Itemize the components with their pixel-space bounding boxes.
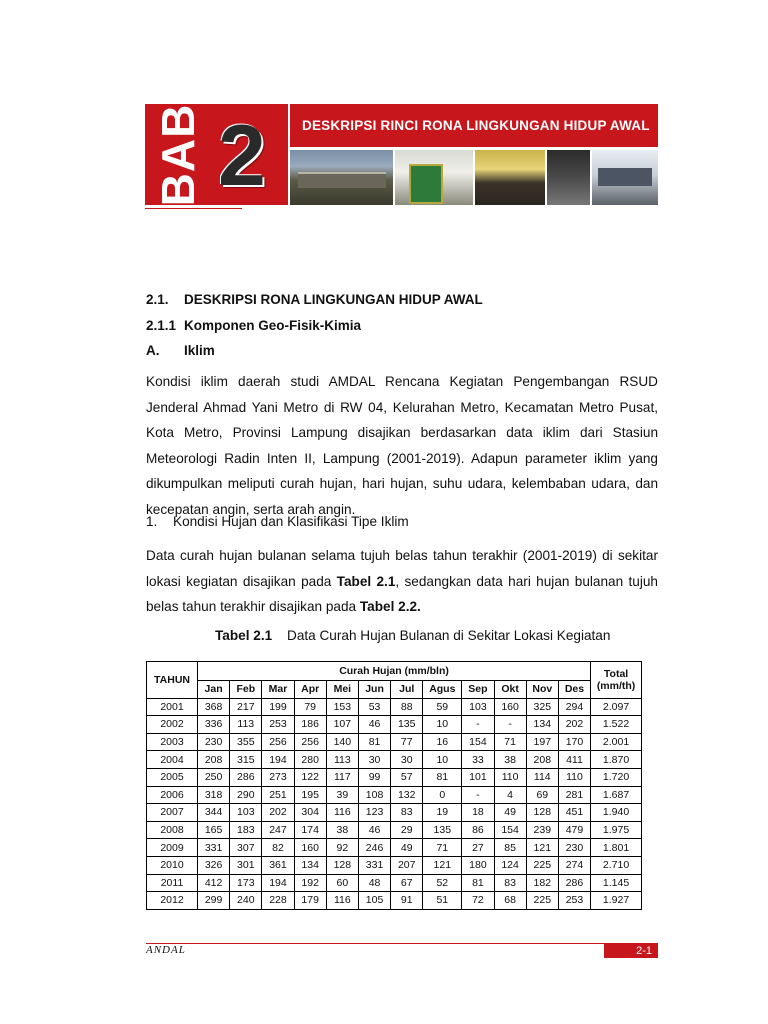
rainfall-cell: 68 [494, 892, 526, 910]
rainfall-cell: 86 [462, 821, 494, 839]
rainfall-cell: 154 [494, 821, 526, 839]
rainfall-cell: 225 [526, 892, 558, 910]
rainfall-cell: 325 [526, 698, 558, 716]
rainfall-cell: 135 [391, 716, 423, 734]
rainfall-cell: 38 [326, 821, 358, 839]
rainfall-cell: 183 [230, 821, 262, 839]
rainfall-cell: 225 [526, 856, 558, 874]
rainfall-cell: 53 [358, 698, 390, 716]
rainfall-cell: 253 [262, 716, 294, 734]
rainfall-cell: 10 [423, 751, 462, 769]
rainfall-cell: 315 [230, 751, 262, 769]
rainfall-cell: 30 [391, 751, 423, 769]
month-header-cell: Agus [423, 681, 462, 699]
rainfall-cell: 160 [494, 698, 526, 716]
table-reference-2-1: Tabel 2.1 [336, 573, 396, 589]
rainfall-cell: 336 [198, 716, 230, 734]
rainfall-cell: 123 [358, 804, 390, 822]
rainfall-cell: 228 [262, 892, 294, 910]
footer-doc-name: ANDAL [146, 944, 186, 956]
heading-2-1-1-title: Komponen Geo-Fisik-Kimia [184, 318, 362, 333]
chapter-title-bar [290, 104, 658, 147]
rainfall-cell: 208 [198, 751, 230, 769]
rainfall-cell: 281 [558, 786, 590, 804]
year-cell: 2006 [147, 786, 198, 804]
rainfall-group-header: Curah Hujan (mm/bln) [198, 662, 591, 681]
month-header-cell: Des [558, 681, 590, 699]
rainfall-cell: 412 [198, 874, 230, 892]
rainfall-cell: 256 [294, 733, 326, 751]
table-caption-label: Tabel 2.1 [215, 628, 273, 643]
rainfall-cell: 39 [326, 786, 358, 804]
rainfall-cell: 103 [230, 804, 262, 822]
rainfall-cell: 0 [423, 786, 462, 804]
rainfall-cell: 250 [198, 768, 230, 786]
paragraph-rainfall-text-2: , sedangkan data hari hujan bulanan tujuh belas tahun terakhir disajikan pada [146, 573, 658, 614]
table-row [147, 751, 642, 769]
rainfall-cell: 81 [423, 768, 462, 786]
rainfall-cell: 81 [358, 733, 390, 751]
rainfall-cell: 110 [558, 768, 590, 786]
rainfall-cell: 46 [358, 821, 390, 839]
month-header-cell: Apr [294, 681, 326, 699]
rainfall-cell: 153 [326, 698, 358, 716]
chapter-number: 2 [218, 108, 266, 204]
rainfall-cell: 27 [462, 839, 494, 857]
month-header-cell: Jul [391, 681, 423, 699]
total-cell: 1.687 [591, 786, 642, 804]
rainfall-cell: 99 [358, 768, 390, 786]
rainfall-cell: 82 [262, 839, 294, 857]
chapter-word [148, 103, 208, 207]
rainfall-cell: 194 [262, 751, 294, 769]
table-row [147, 786, 642, 804]
chapter-word-text: BAB [152, 103, 204, 207]
rainfall-cell: 239 [526, 821, 558, 839]
list-item-1-text: Kondisi Hujan dan Klasifikasi Tipe Iklim [173, 514, 409, 529]
rainfall-cell: 128 [526, 804, 558, 822]
list-item-1-number: 1. [146, 514, 158, 529]
rainfall-cell: 170 [558, 733, 590, 751]
rainfall-cell: 134 [294, 856, 326, 874]
hospital-photo-2 [395, 150, 473, 205]
rainfall-cell: 122 [294, 768, 326, 786]
year-cell: 2009 [147, 839, 198, 857]
rainfall-cell: 10 [423, 716, 462, 734]
table-row [147, 698, 642, 716]
rainfall-cell: 67 [391, 874, 423, 892]
total-cell: 1.870 [591, 751, 642, 769]
rainfall-cell: 135 [423, 821, 462, 839]
rainfall-cell: 197 [526, 733, 558, 751]
rainfall-cell: 92 [326, 839, 358, 857]
rainfall-cell: 110 [494, 768, 526, 786]
total-cell: 1.940 [591, 804, 642, 822]
total-header-line-2: (mm/th) [596, 679, 636, 692]
total-cell: 2.097 [591, 698, 642, 716]
rainfall-cell: 113 [230, 716, 262, 734]
rainfall-cell: 85 [494, 839, 526, 857]
rainfall-cell: 251 [262, 786, 294, 804]
rainfall-cell: 451 [558, 804, 590, 822]
rainfall-cell: 179 [294, 892, 326, 910]
rainfall-cell: 60 [326, 874, 358, 892]
rainfall-cell: 479 [558, 821, 590, 839]
total-cell: 1.975 [591, 821, 642, 839]
table-row [147, 716, 642, 734]
rainfall-cell: 134 [526, 716, 558, 734]
rainfall-cell: 79 [294, 698, 326, 716]
rainfall-cell: 294 [558, 698, 590, 716]
rainfall-cell: 83 [494, 874, 526, 892]
rainfall-cell: 77 [391, 733, 423, 751]
rainfall-cell: 202 [262, 804, 294, 822]
rainfall-cell: 290 [230, 786, 262, 804]
rainfall-cell: 49 [391, 839, 423, 857]
total-header-line-1: Total [603, 667, 629, 680]
rainfall-cell: 411 [558, 751, 590, 769]
rainfall-cell: 195 [294, 786, 326, 804]
rainfall-table-body [147, 698, 642, 909]
rainfall-cell: 217 [230, 698, 262, 716]
heading-a-number: A. [146, 343, 160, 358]
rainfall-cell: 331 [198, 839, 230, 857]
chapter-title: DESKRIPSI RINCI RONA LINGKUNGAN HIDUP AWAL [302, 118, 650, 133]
rainfall-cell: 113 [326, 751, 358, 769]
rainfall-cell: 33 [462, 751, 494, 769]
rainfall-cell: 230 [558, 839, 590, 857]
rainfall-cell: 101 [462, 768, 494, 786]
total-header [591, 662, 642, 699]
rainfall-cell: 301 [230, 856, 262, 874]
rainfall-cell: - [494, 716, 526, 734]
rainfall-cell: 46 [358, 716, 390, 734]
rainfall-cell: 304 [294, 804, 326, 822]
rainfall-cell: 18 [462, 804, 494, 822]
rainfall-cell: 240 [230, 892, 262, 910]
table-row [147, 892, 642, 910]
rainfall-cell: 105 [358, 892, 390, 910]
rainfall-cell: 273 [262, 768, 294, 786]
year-cell: 2012 [147, 892, 198, 910]
rainfall-cell: 154 [462, 733, 494, 751]
rainfall-cell: 116 [326, 804, 358, 822]
year-cell: 2010 [147, 856, 198, 874]
hospital-photo-3 [475, 150, 545, 205]
rainfall-cell: 247 [262, 821, 294, 839]
rainfall-cell: 52 [423, 874, 462, 892]
rainfall-cell: 326 [198, 856, 230, 874]
rainfall-cell: 69 [526, 786, 558, 804]
footer-page-number: 2-1 [604, 944, 658, 958]
rainfall-cell: 286 [558, 874, 590, 892]
table-row [147, 821, 642, 839]
total-cell: 2.001 [591, 733, 642, 751]
rainfall-cell: 114 [526, 768, 558, 786]
rainfall-cell: 246 [358, 839, 390, 857]
month-header-cell: Nov [526, 681, 558, 699]
rainfall-cell: 48 [358, 874, 390, 892]
rainfall-cell: 165 [198, 821, 230, 839]
rainfall-cell: 71 [423, 839, 462, 857]
rainfall-cell: 116 [326, 892, 358, 910]
rainfall-cell: 72 [462, 892, 494, 910]
table-caption-text: Data Curah Hujan Bulanan di Sekitar Lokasi Kegiatan [287, 628, 611, 643]
rainfall-cell: 307 [230, 839, 262, 857]
rainfall-table [146, 661, 642, 910]
total-cell: 1.720 [591, 768, 642, 786]
rainfall-cell: 140 [326, 733, 358, 751]
year-cell: 2008 [147, 821, 198, 839]
rainfall-cell: 318 [198, 786, 230, 804]
month-header-cell: Feb [230, 681, 262, 699]
rainfall-cell: 202 [558, 716, 590, 734]
year-cell: 2003 [147, 733, 198, 751]
rainfall-cell: 361 [262, 856, 294, 874]
month-header-cell: Okt [494, 681, 526, 699]
rainfall-cell: 38 [494, 751, 526, 769]
rainfall-cell: 180 [462, 856, 494, 874]
table-row [147, 804, 642, 822]
rainfall-cell: 91 [391, 892, 423, 910]
rainfall-cell: 280 [294, 751, 326, 769]
table-row [147, 856, 642, 874]
rainfall-cell: 230 [198, 733, 230, 751]
rainfall-cell: 344 [198, 804, 230, 822]
table-row [147, 874, 642, 892]
rainfall-cell: 19 [423, 804, 462, 822]
year-cell: 2002 [147, 716, 198, 734]
rainfall-cell: 253 [558, 892, 590, 910]
footer-rule [146, 943, 658, 944]
hospital-photo-5 [592, 150, 658, 205]
rainfall-cell: 256 [262, 733, 294, 751]
rainfall-cell: 128 [326, 856, 358, 874]
rainfall-cell: 199 [262, 698, 294, 716]
rainfall-cell: 59 [423, 698, 462, 716]
rainfall-cell: 30 [358, 751, 390, 769]
table-row [147, 768, 642, 786]
total-cell: 2.710 [591, 856, 642, 874]
paragraph-rainfall [146, 543, 658, 620]
rainfall-cell: 186 [294, 716, 326, 734]
rainfall-cell: 368 [198, 698, 230, 716]
heading-2-1-number: 2.1. [146, 292, 169, 307]
table-row [147, 733, 642, 751]
month-header-cell: Jun [358, 681, 390, 699]
year-cell: 2005 [147, 768, 198, 786]
table-caption [215, 628, 611, 643]
rainfall-cell: 124 [494, 856, 526, 874]
rainfall-cell: 57 [391, 768, 423, 786]
rainfall-cell: 182 [526, 874, 558, 892]
year-cell: 2001 [147, 698, 198, 716]
rainfall-cell: 286 [230, 768, 262, 786]
total-cell: 1.801 [591, 839, 642, 857]
rainfall-cell: 160 [294, 839, 326, 857]
rainfall-cell: 274 [558, 856, 590, 874]
rainfall-cell: 29 [391, 821, 423, 839]
heading-a-title: Iklim [184, 343, 215, 358]
rainfall-cell: 107 [326, 716, 358, 734]
rainfall-cell: 299 [198, 892, 230, 910]
rainfall-cell: 132 [391, 786, 423, 804]
rainfall-cell: 173 [230, 874, 262, 892]
rainfall-cell: 103 [462, 698, 494, 716]
year-header: TAHUN [147, 662, 198, 699]
rainfall-cell: 16 [423, 733, 462, 751]
total-cell: 1.145 [591, 874, 642, 892]
chapter-underline [145, 208, 242, 209]
rainfall-cell: 174 [294, 821, 326, 839]
table-row [147, 839, 642, 857]
month-header-cell: Sep [462, 681, 494, 699]
rainfall-cell: 121 [526, 839, 558, 857]
rainfall-cell: 88 [391, 698, 423, 716]
rainfall-cell: 71 [494, 733, 526, 751]
rainfall-cell: 192 [294, 874, 326, 892]
hospital-photo-1 [290, 150, 393, 205]
photo-strip [290, 150, 658, 205]
rainfall-cell: 121 [423, 856, 462, 874]
total-cell: 1.522 [591, 716, 642, 734]
month-header-row [147, 681, 642, 699]
month-header-cell: Mar [262, 681, 294, 699]
rainfall-cell: 355 [230, 733, 262, 751]
rainfall-cell: 49 [494, 804, 526, 822]
rainfall-cell: 81 [462, 874, 494, 892]
rainfall-cell: - [462, 786, 494, 804]
month-header-cell: Jan [198, 681, 230, 699]
rainfall-cell: 51 [423, 892, 462, 910]
total-cell: 1.927 [591, 892, 642, 910]
rainfall-cell: 4 [494, 786, 526, 804]
rainfall-cell: 208 [526, 751, 558, 769]
rainfall-cell: 83 [391, 804, 423, 822]
paragraph-rainfall-text-1: Data curah hujan bulanan selama tujuh belas tahun terakhir (2001-2019) di sekitar lokasi kegiatan disajikan pada [146, 548, 658, 589]
paragraph-climate: Kondisi iklim daerah studi AMDAL Rencana Kegiatan Pengembangan RSUD Jenderal Ahmad Yani Metro di RW 04, Kelurahan Metro, Kecamatan Metro Pusat, Kota Metro, Provinsi Lampung disajikan berdasarkan data iklim dari Stasiun Meteorologi Radin Inten II, Lampung (2001-2019). Adapun parameter iklim yang dikumpulkan meliputi curah hujan, hari hujan, suhu udara, kelembaban udara, dan kecepatan angin, serta arah angin. [146, 374, 658, 517]
heading-2-1-1-number: 2.1.1 [146, 318, 177, 333]
rainfall-cell: 108 [358, 786, 390, 804]
hospital-photo-4 [547, 150, 591, 205]
year-cell: 2007 [147, 804, 198, 822]
rainfall-cell: 117 [326, 768, 358, 786]
year-cell: 2004 [147, 751, 198, 769]
heading-2-1-title: DESKRIPSI RONA LINGKUNGAN HIDUP AWAL [184, 292, 483, 307]
month-header-cell: Mei [326, 681, 358, 699]
rainfall-cell: 331 [358, 856, 390, 874]
year-cell: 2011 [147, 874, 198, 892]
rainfall-cell: 207 [391, 856, 423, 874]
rainfall-cell: 194 [262, 874, 294, 892]
table-reference-2-2: Tabel 2.2. [359, 599, 421, 614]
rainfall-cell: - [462, 716, 494, 734]
